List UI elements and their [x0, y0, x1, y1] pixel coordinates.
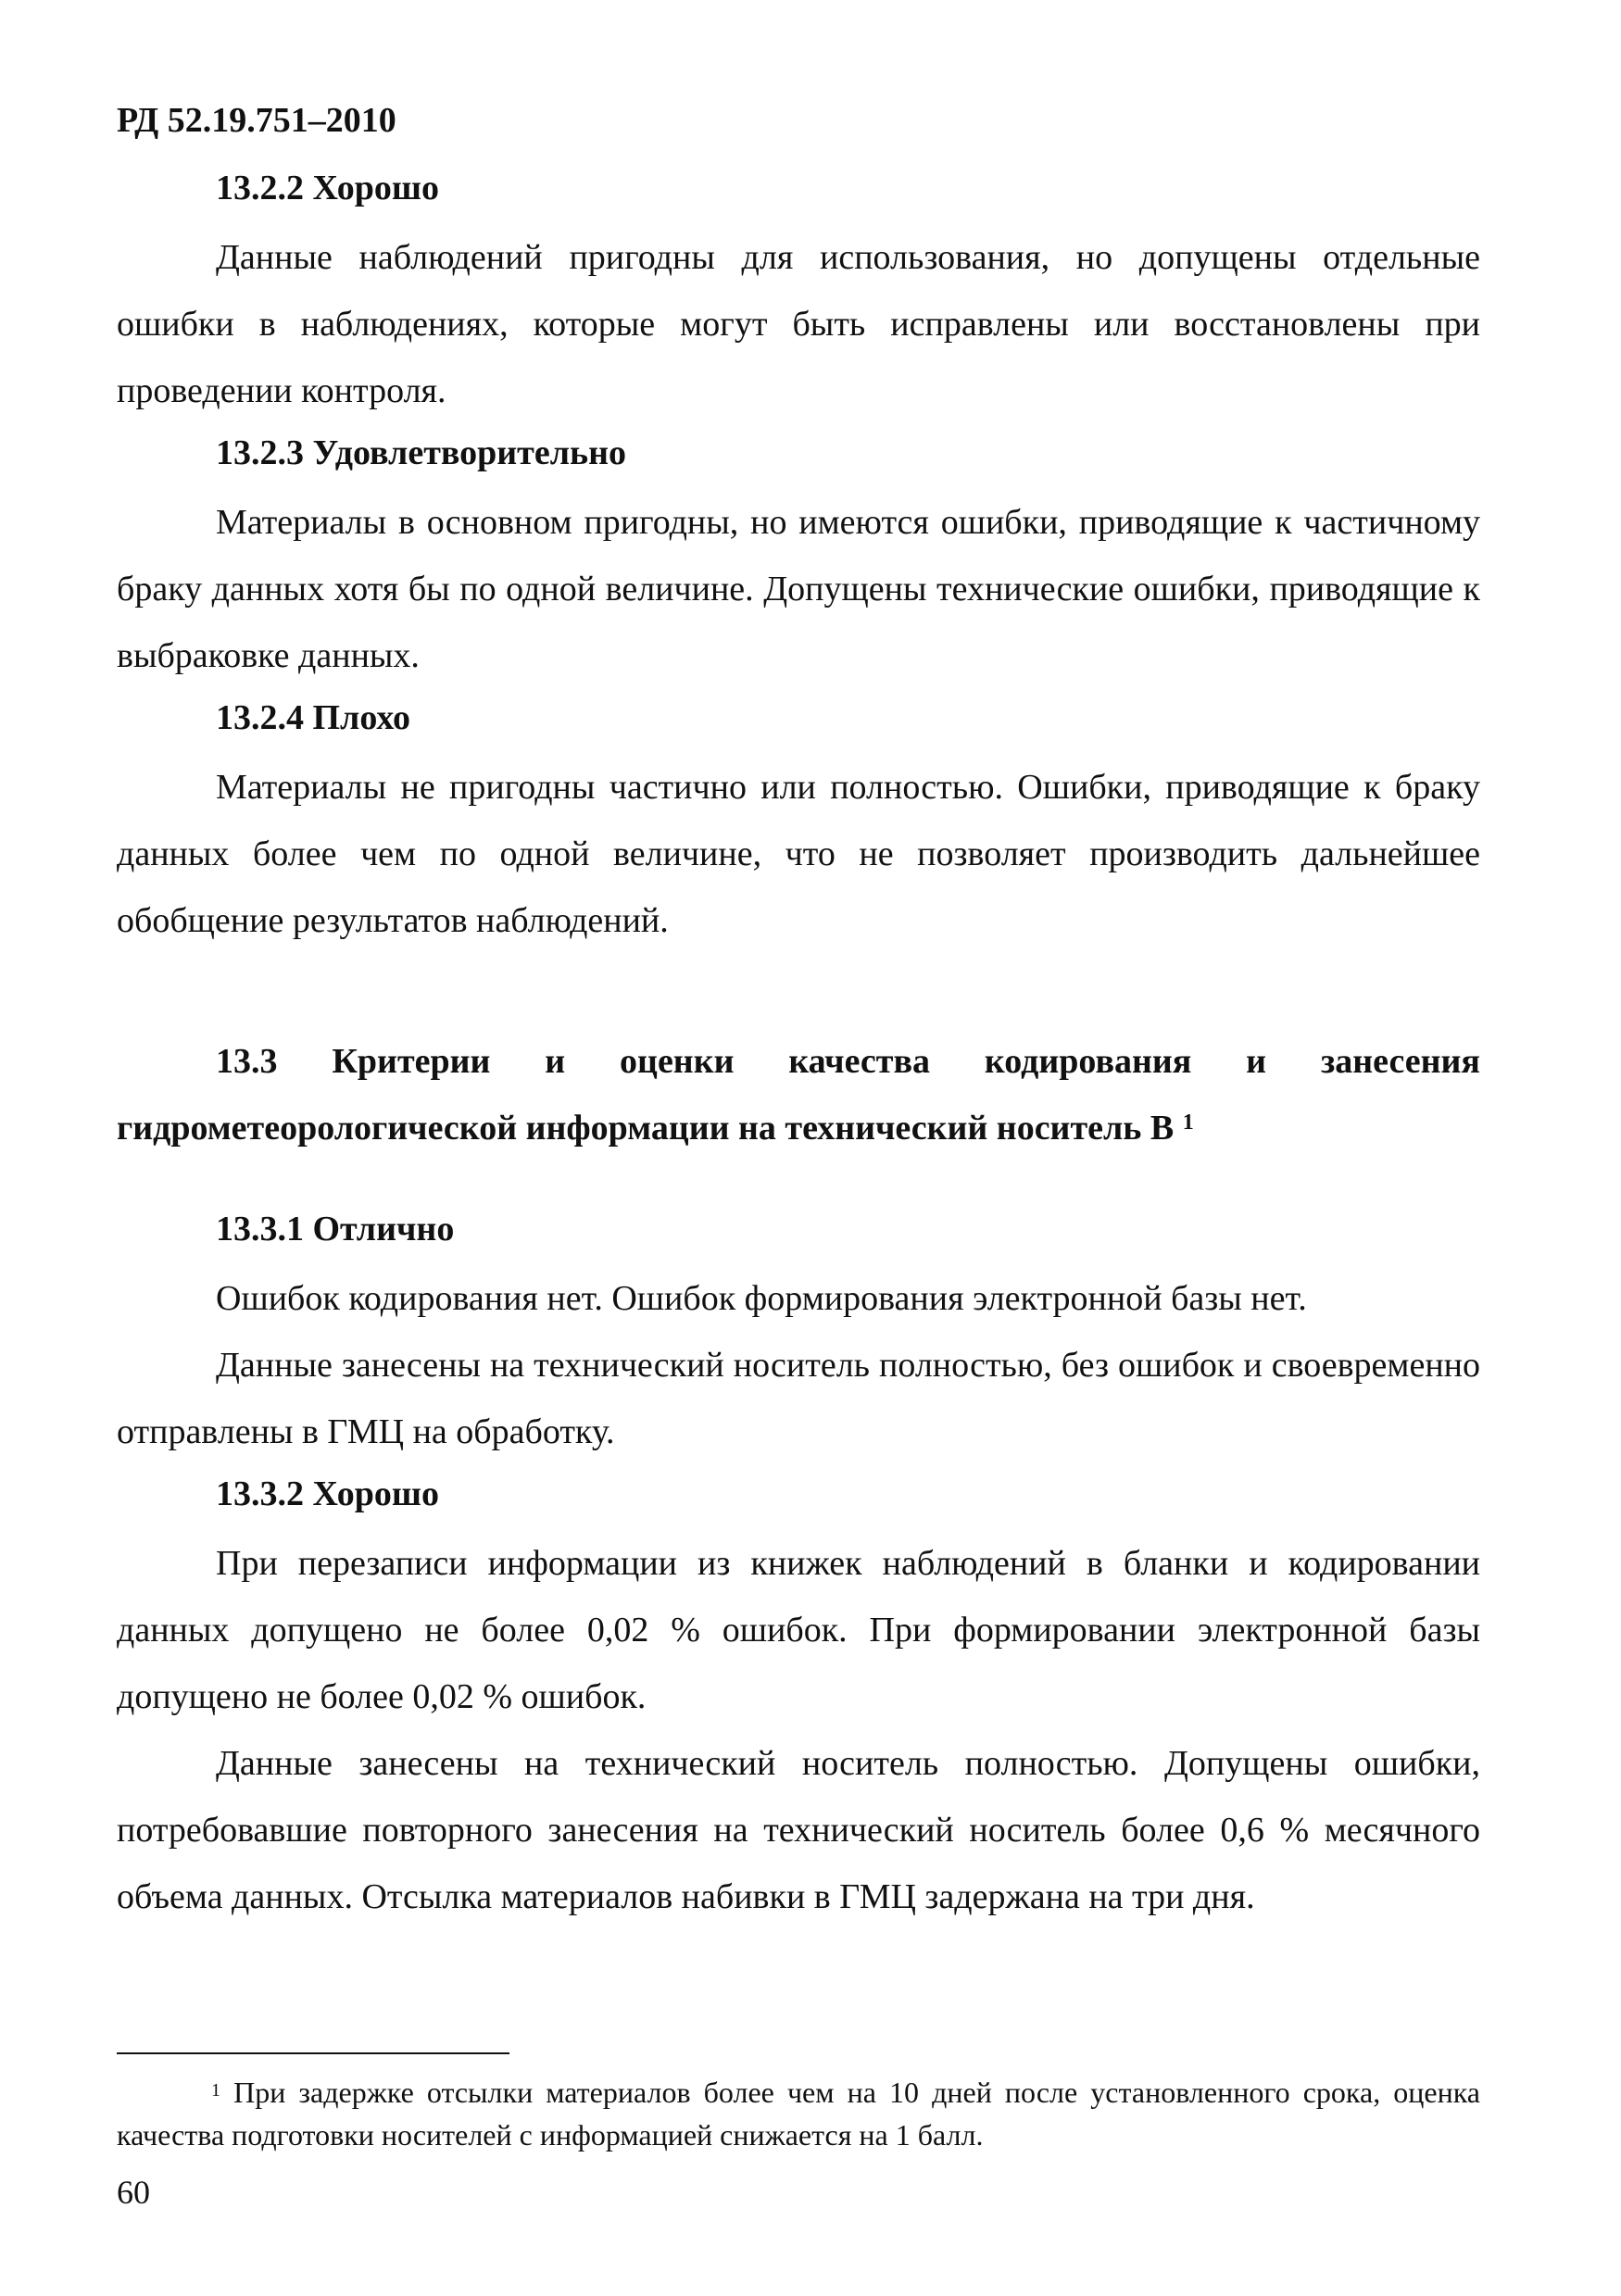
footnote [117, 2071, 1480, 2156]
heading-13-2-4: 13.2.4 Плохо [216, 698, 410, 737]
footnote-text: При задержке отсылки материалов более чем на 10 дней после установленного срока, оценка качества подготовки носителей с информацией снижается на 1 балл. [117, 2076, 1481, 2152]
paragraph: Ошибок кодирования нет. Ошибок формирования электронной базы нет. [216, 1279, 1307, 1318]
heading-13-3-1: 13.3.1 Отлично [216, 1210, 455, 1248]
footnote-separator [117, 2052, 509, 2054]
page-number: 60 [117, 2174, 150, 2211]
page-content [117, 159, 1480, 1930]
section-title-text: 13.3 Критерии и оценки качества кодирования и занесения гидрометеорологической информации на технический носитель В [117, 1042, 1480, 1148]
paragraph: Материалы не пригодны частично или полностью. Ошибки, приводящие к браку данных более чем по одной величине, что не позволяет производить дальнейшее обобщение результатов наблюдений. [117, 768, 1480, 940]
paragraph: Данные наблюдений пригодны для использования, но допущены отдельные ошибки в наблюдениях, которые могут быть исправлены или восстановлены при проведении контроля. [117, 238, 1480, 410]
footnote-reference[interactable]: 1 [1182, 1110, 1194, 1135]
section-13-3-title [117, 1028, 1480, 1161]
paragraph: Данные занесены на технический носитель полностью, без ошибок и своевременно отправлены в ГМЦ на обработку. [117, 1346, 1480, 1451]
footnote-mark: 1 [211, 2080, 220, 2101]
heading-13-2-3: 13.2.3 Удовлетворительно [216, 433, 627, 472]
heading-13-2-2: 13.2.2 Хорошо [216, 169, 439, 207]
paragraph: При перезаписи информации из книжек наблюдений в бланки и кодировании данных допущено не более 0,02 % ошибок. При формировании электронной базы допущено не более 0,02 % ошибок. [117, 1544, 1480, 1716]
heading-13-3-2: 13.3.2 Хорошо [216, 1474, 439, 1513]
paragraph: Данные занесены на технический носитель полностью. Допущены ошибки, потребовавшие повторного занесения на технический носитель более 0,6 % месячного объема данных. Отсылка материалов набивки в ГМЦ задержана на три дня. [117, 1744, 1480, 1916]
document-code-header: РД 52.19.751–2010 [117, 101, 396, 140]
paragraph: Материалы в основном пригодны, но имеются ошибки, приводящие к частичному браку данных хотя бы по одной величине. Допущены технические ошибки, приводящие к выбраковке данных. [117, 503, 1480, 675]
